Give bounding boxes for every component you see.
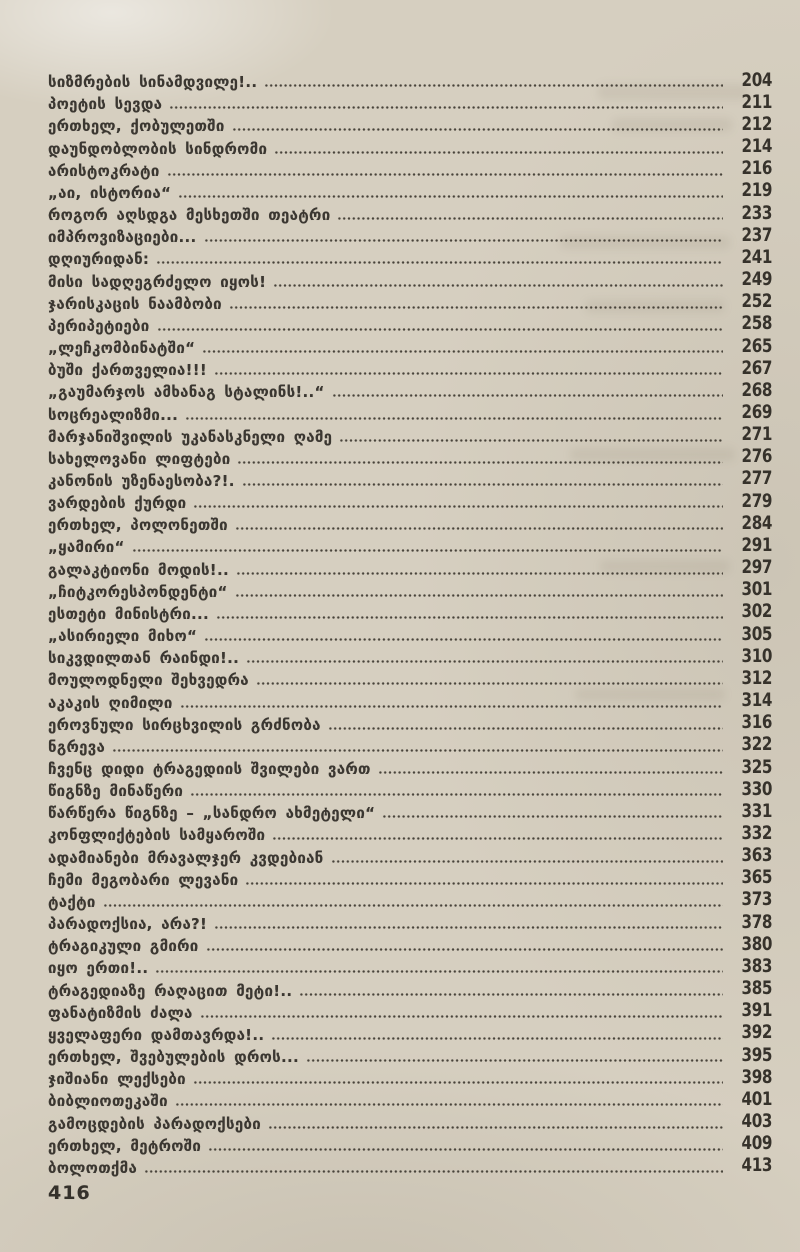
toc-entry [48,1110,772,1132]
dot-leader [214,372,723,375]
dot-leader [155,970,723,973]
toc-entry-title: როგორ აღსდგა მესხეთში თეატრი [48,206,331,225]
toc-entry-page: 322 [741,734,772,756]
toc-entry-page: 252 [741,291,772,313]
toc-entry [48,933,772,955]
dot-leader [208,1148,723,1151]
toc-entry-page: 392 [741,1022,772,1044]
toc-entry-page: 291 [741,534,772,556]
toc-entry-page: 216 [741,158,772,180]
toc-entry-title: სოცრეალიზმი... [48,405,179,424]
dot-leader [235,594,723,597]
toc-entry-page: 241 [741,246,772,268]
toc-entry-title: „ჩიტკორესპონდენტი“ [48,582,228,601]
toc-entry [48,778,772,800]
toc-entry-page: 276 [741,446,772,468]
toc-entry-page: 211 [741,91,772,113]
dot-leader [272,837,723,840]
toc-entry [48,601,772,623]
toc-entry [48,158,772,180]
toc-entry-page: 233 [741,202,772,224]
toc-entry-title: ჯარისკაცის ნაამბობი [48,294,222,313]
toc-entry-title: სიზმრების სინამდვილე!.. [48,73,258,92]
toc-entry [48,556,772,578]
dot-leader [235,527,723,530]
toc-entry [48,291,772,313]
dot-leader [204,638,723,641]
dot-leader [378,771,723,774]
dot-leader [332,394,723,397]
toc-entry [48,911,772,933]
dot-leader [306,1059,723,1062]
toc-entry-page: 279 [741,490,772,512]
dot-leader [337,217,723,220]
toc-entry-page: 249 [741,269,772,291]
toc-entry-title: კანონის უზენაესობა?!. [48,471,235,490]
toc-entry [48,379,772,401]
toc-entry [48,889,772,911]
toc-entry-title: გალაკტიონი მოდის!.. [48,560,229,579]
dot-leader [274,151,723,154]
toc-entry [48,534,772,556]
toc-entry [48,91,772,113]
toc-entry-page: 395 [741,1044,772,1066]
toc-entry [48,490,772,512]
toc-entry [48,623,772,645]
dot-leader [237,461,723,464]
toc-entry-title: ჩემი მეგობარი ლევანი [48,870,239,889]
toc-entry-title: ტრაგიკული გმირი [48,937,199,956]
toc-entry-title: ერთხელ, შვებულების დროს... [48,1048,299,1067]
toc-entry-page: 391 [741,1000,772,1022]
toc-entry [48,401,772,423]
toc-entry [48,867,772,889]
dot-leader [144,1170,723,1173]
toc-entry-title: დაუნდობლობის სინდრომი [48,139,268,158]
toc-entry-title: ადამიანები მრავალჯერ კვდებიან [48,848,324,867]
toc-entry-title: მარჯანიშვილის უკანასკნელი ღამე [48,427,333,446]
dot-leader [193,1081,723,1084]
dot-leader [382,815,723,818]
toc-entry [48,224,772,246]
toc-entry-page: 383 [741,955,772,977]
toc-entry [48,113,772,135]
toc-entry-page: 258 [741,313,772,335]
toc-entry-page: 413 [741,1155,772,1177]
dot-leader [206,948,723,951]
toc-entry-page: 314 [741,690,772,712]
toc-entry-title: პარადოქსია, არა?! [48,915,208,934]
page-number: 416 [48,1182,91,1204]
toc-entry-page: 409 [741,1133,772,1155]
toc-entry-page: 204 [741,69,772,91]
toc-entry [48,977,772,999]
toc-entry-title: იყო ერთი!.. [48,959,149,978]
toc-entry-title: „ასირიელი მიხო“ [48,627,198,646]
toc-entry-page: 331 [741,800,772,822]
toc-entry-title: ერთხელ, ქობულეთში [48,117,225,136]
toc-entry-page: 267 [741,357,772,379]
toc-entry-title: ბოლოთქმა [48,1158,138,1177]
dot-leader [229,306,723,309]
toc-entry [48,1133,772,1155]
toc-entry [48,180,772,202]
toc-entry [48,69,772,91]
toc-entry-page: 398 [741,1066,772,1088]
toc-entry-page: 365 [741,867,772,889]
toc-entry-page: 363 [741,845,772,867]
toc-entry [48,268,772,290]
dot-leader [264,84,723,87]
dot-leader [112,749,723,752]
dot-leader [271,1037,723,1040]
toc-entry-page: 214 [741,136,772,158]
toc-entry-page: 330 [741,778,772,800]
toc-entry [48,689,772,711]
toc-entry-title: „ლეჩკომბინატში“ [48,339,196,358]
toc-entry [48,822,772,844]
toc-entry [48,424,772,446]
toc-entry-page: 325 [741,756,772,778]
toc-entry-page: 284 [741,512,772,534]
toc-entry-page: 316 [741,712,772,734]
toc-entry-title: „ყამირი“ [48,538,125,557]
toc-entry-title: ბუში ქართველია!!! [48,361,208,380]
toc-entry-page: 401 [741,1088,772,1110]
dot-leader [175,1103,723,1106]
toc-entry-title: კონფლიქტების სამყაროში [48,826,266,845]
dot-leader [200,1015,723,1018]
dot-leader [216,616,723,619]
dot-leader [242,483,723,486]
toc-entry [48,446,772,468]
toc-entry-page: 268 [741,379,772,401]
toc-entry [48,202,772,224]
toc-entry-title: ტაქტი [48,892,96,911]
toc-entry-page: 297 [741,557,772,579]
toc-entry [48,313,772,335]
toc-entry [48,1155,772,1177]
toc-entry-title: გამოცდების პარადოქსები [48,1114,261,1133]
toc-entry-title: ჯიშიანი ლექსები [48,1070,186,1089]
toc-entry-page: 277 [741,468,772,490]
toc-entry [48,357,772,379]
toc-entry-title: „აი, ისტორია“ [48,183,172,202]
toc-entry-page: 385 [741,978,772,1000]
dot-leader [256,682,723,685]
toc-entry-title: დღიურიდან: [48,250,150,269]
dot-leader [268,1126,723,1129]
dot-leader [103,904,723,907]
toc-entry [48,667,772,689]
toc-entry-page: 219 [741,180,772,202]
toc-entry [48,756,772,778]
toc-entry-title: ერთხელ, მეტროში [48,1136,202,1155]
toc-entry [48,468,772,490]
toc-entry-title: არისტოკრატი [48,161,160,180]
toc-entry [48,1044,772,1066]
toc-entry-page: 373 [741,889,772,911]
dot-leader [339,439,723,442]
toc-entry-title: ტრაგედიაზე რაღაცით მეტი!.. [48,981,293,1000]
toc-entry [48,1022,772,1044]
toc-entry-page: 305 [741,623,772,645]
toc-entry-title: ყველაფერი დამთავრდა!.. [48,1025,265,1044]
toc-entry [48,645,772,667]
toc-entry [48,1000,772,1022]
toc-entry-page: 310 [741,645,772,667]
toc-entry-title: სახელოვანი ლიფტები [48,449,231,468]
dot-leader [214,926,723,929]
dot-leader [299,993,723,996]
toc-entry [48,512,772,534]
toc-entry-page: 378 [741,911,772,933]
toc-entry-page: 269 [741,402,772,423]
dot-leader [132,549,723,552]
toc-entry [48,800,772,822]
dot-leader [169,106,723,109]
toc-entry-title: ფანატიზმის ძალა [48,1003,193,1022]
toc-entry-title: მოულოდნელი შეხვედრა [48,671,249,690]
toc-entry-page: 312 [741,667,772,689]
toc-entry-page: 301 [741,579,772,601]
toc-entry [48,734,772,756]
toc-entry-page: 302 [741,601,772,623]
toc-entry-page: 237 [741,224,772,246]
toc-entry-title: ესთეტი მინისტრი... [48,604,210,623]
toc-entry [48,1066,772,1088]
toc-entry-title: ვარდების ქურდი [48,494,187,513]
toc-entry [48,335,772,357]
dot-leader [246,660,723,663]
toc-entry-title: პოეტის სევდა [48,95,163,114]
toc-entry-title: ნგრევა [48,737,106,756]
dot-leader [178,195,723,198]
toc-entry-title: წიგნზე მინაწერი [48,782,184,801]
dot-leader [193,505,723,508]
toc-entry-page: 265 [741,335,772,357]
dot-leader [202,350,723,353]
toc-entry [48,844,772,866]
dot-leader [156,261,723,264]
toc-entry-title: მისი სადღეგრძელო იყოს! [48,272,267,291]
dot-leader [190,793,723,796]
dot-leader [328,727,723,730]
toc-entry-title: წარწერა წიგნზე – „სანდრო ახმეტელი“ [48,804,376,823]
toc-entry-title: ერთხელ, პოლონეთში [48,516,228,535]
dot-leader [180,705,723,708]
toc-entry [48,1088,772,1110]
toc-entry-page: 380 [741,933,772,955]
toc-entry [48,135,772,157]
toc-entry [48,579,772,601]
toc-entry [48,246,772,268]
dot-leader [273,284,723,287]
toc-entry-title: პერიპეტიები [48,316,150,335]
dot-leader [185,417,723,420]
toc-entry-page: 332 [741,822,772,844]
dot-leader [232,128,723,131]
toc-entry-page: 212 [741,113,772,135]
dot-leader [236,572,723,575]
toc-entry-title: ჩვენც დიდი ტრაგედიის შვილები ვართ [48,760,371,778]
dot-leader [331,860,723,863]
toc-entry-title: აკაკის ღიმილი [48,693,173,712]
dot-leader [245,882,723,885]
toc-entry-title: იმპროვიზაციები... [48,228,197,247]
toc-entry [48,955,772,977]
toc-entry-title: ეროვნული სირცხვილის გრძნობა [48,715,321,734]
dot-leader [204,239,723,242]
dot-leader [157,328,723,331]
toc-entry-title: სიკვდილთან რაინდი!.. [48,649,240,668]
toc-entry-page: 271 [741,424,772,446]
toc-entry-title: ბიბლიოთეკაში [48,1092,168,1111]
toc-entry [48,712,772,734]
dot-leader [167,173,723,176]
toc-entry-title: „გაუმარჯოს ამხანაგ სტალინს!..“ [48,383,325,402]
toc-entry-page: 403 [741,1111,772,1132]
